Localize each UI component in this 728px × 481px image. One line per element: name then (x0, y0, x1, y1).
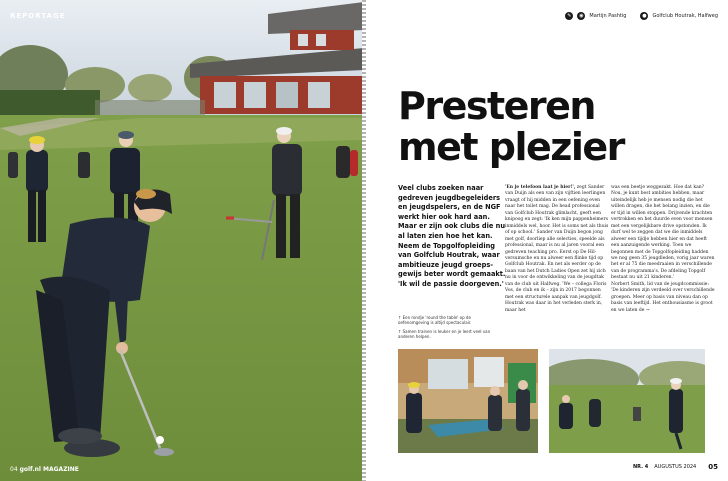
title-line-1: Presteren (398, 84, 595, 128)
section-label: REPORTAGE (10, 12, 66, 20)
right-folio (633, 463, 718, 471)
byline (565, 12, 718, 20)
byline-author: Martijn Pashtig (589, 13, 627, 19)
caption-1: ↑ Een rondje 'round the table' op de oefenomgeving is altijd spectaculair. (398, 315, 472, 325)
article-intro: Veel clubs zoeken naar gedreven jeugdbegeleiders en jeugdspelers, en de NGF werkt hier ook hard aan. Maar er zijn ook clubs die nu al laten zien hoe het kan. Neem de Topgolfopleiding van Golfclub Houtrak, waar ambitieuze jeugd groeps-gewijs beter wordt gemaakt. 'Ik wil de passie doorgeven.' (398, 184, 506, 288)
body-column-1 (505, 185, 609, 314)
body-text-3: Norbert Smith, lid van de jeugdcommissie: 'De kinderen zijn verdeeld over verschillende groepen. Meer op basis van niveau dan op basis van leeftijd. Het enthousiasme is groot en we laten de → (611, 281, 715, 313)
magazine-name: golf.nl MAGAZINE (19, 466, 79, 473)
left-page-number: 04 (10, 466, 18, 473)
article-title (398, 86, 678, 168)
byline-location: Golfclub Houtrak, Halfweg (652, 13, 718, 19)
left-folio (10, 466, 79, 473)
caption-2: ↑ Samen trainen is leuker en je leert veel van anderen helpen. (398, 329, 491, 339)
photo-round-the-table (398, 349, 538, 453)
title-line-2: met plezier (398, 125, 624, 169)
location-icon: ● (642, 13, 647, 19)
photo-captions (398, 315, 498, 343)
issue-number: NR. 4 (633, 464, 649, 470)
right-page-number: 05 (708, 463, 718, 471)
body-text-1: zegt Sander van Duijn als een van zijn vijftien leerlingen vraagt of hij midden in een oefening even naar het toilet mag. De head professional van Golfclub Houtrak glimlacht, geeft een knipoog en zegt: 'Ik ken mijn pappenheimers inmiddels wel, hoor. Het is soms net als thuis of op school.' Sander van Duijn begon jong met golf, doorliep alle selecties, speelde als professional, maar is nu al jaren vooral een gedreven teaching pro. Eerst op De Hil-versumsche en nu alweer een flinke tijd op Golfclub Houtrak. En net als eerder op de baan van het Dutch Ladies Open zet hij zich nu in voor de ontwikkeling van de jeugdtak van de club uit Halfweg. 'We – collega Floris Vos, de club en ik – zijn in 2017 begonnen met een structurele aanpak van jeugdgolf. Houtrak was daar in het verleden sterk in, maar het (505, 185, 609, 313)
body-text-2: was een beetje weggezakt. Hoe dat kan? Nou, je kunt best ambities hebben, maar uiteindelijk heb je mensen nodig die het willen dragen, die het belang inzien, en die er tijd in willen stoppen. Drijvende krachten vertrokken en het duurde even voor mensen met een vergelijkbare drive opstonden. Ik durf wel te zeggen dat we die inmiddels alweer een tijdje hebben hier en dat heeft een aanzuigende werking. Toen we begonnen met de Topgolfopleiding hadden we nog geen 35 jeugdleden, vorig jaar waren het er al 75 die meedraaien in verschillende van de programma's. De afdeling Topgolf bestaat nu uit 21 kinderen.' (611, 185, 715, 281)
pen-icon: ✎ (567, 13, 572, 19)
photo-group-training (549, 349, 705, 453)
body-column-2 (611, 185, 715, 314)
right-page (366, 0, 728, 481)
camera-icon: ◉ (579, 13, 584, 19)
body-paragraph (505, 185, 609, 314)
issue-date: AUGUSTUS 2024 (654, 464, 697, 470)
body-lead-quote: 'En je telefoon laat je hier!', (505, 185, 576, 190)
